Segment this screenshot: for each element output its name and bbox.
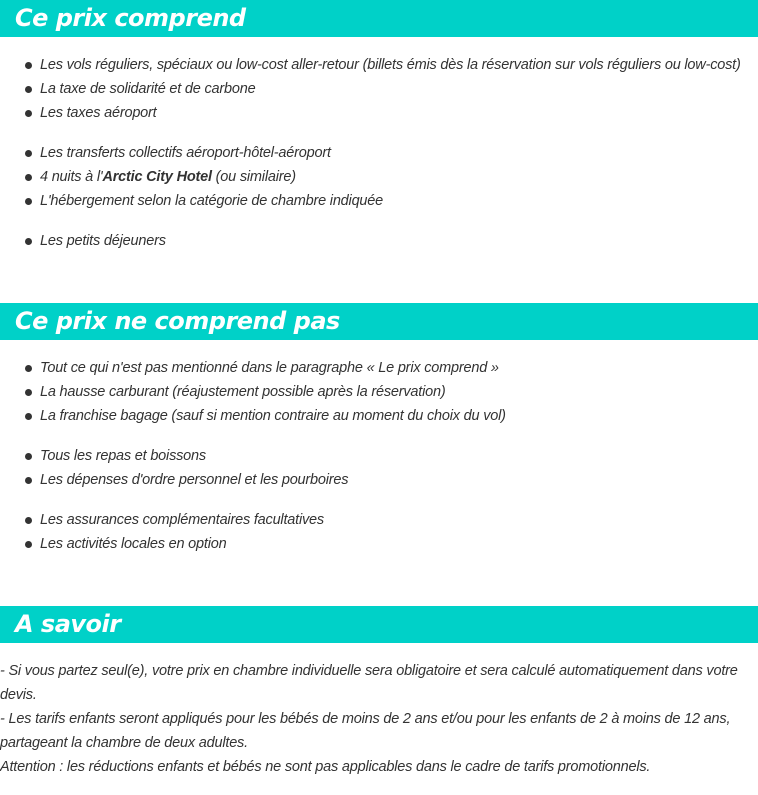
list-item	[0, 444, 758, 468]
list-item-text: Les taxes aéroport	[40, 105, 157, 121]
section-title: Ce prix comprend	[15, 4, 246, 32]
list-item	[0, 508, 758, 532]
info-line: - Si vous partez seul(e), votre prix en chambre individuelle sera obligatoire et sera calculé automatiquement dans votre	[0, 663, 738, 679]
section-header-included	[0, 0, 758, 37]
bullet-icon	[25, 174, 32, 181]
list-item-text: 4 nuits à l'Arctic City Hotel (ou similaire)	[40, 169, 296, 185]
list-item-text: La franchise bagage (sauf si mention contraire au moment du choix du vol)	[40, 408, 506, 424]
list-item	[0, 380, 758, 404]
bullet-icon	[25, 517, 32, 524]
bullet-icon	[25, 86, 32, 93]
list-item-text: Les assurances complémentaires facultatives	[40, 512, 324, 528]
list-item-text: La hausse carburant (réajustement possible après la réservation)	[40, 384, 446, 400]
bullet-icon	[25, 365, 32, 372]
list-item-text: Les petits déjeuners	[40, 233, 166, 249]
info-line: - Les tarifs enfants seront appliqués pour les bébés de moins de 2 ans et/ou pour les enfants de 2 à moins de 12 ans,	[0, 711, 731, 727]
bullet-icon	[25, 477, 32, 484]
list-item-text: La taxe de solidarité et de carbone	[40, 81, 256, 97]
list-item	[0, 141, 758, 165]
bullet-icon	[25, 413, 32, 420]
list-item	[0, 404, 758, 428]
info-line: Attention : les réductions enfants et bébés ne sont pas applicables dans le cadre de tarifs promotionnels.	[0, 759, 651, 775]
list-item-text: Tout ce qui n'est pas mentionné dans le paragraphe « Le prix comprend »	[40, 360, 499, 376]
list-item	[0, 77, 758, 101]
bullet-icon	[25, 150, 32, 157]
list-item	[0, 229, 758, 253]
section-header-good-to-know	[0, 606, 758, 643]
list-item	[0, 532, 758, 556]
section-title: A savoir	[15, 610, 121, 638]
list-item-text: Les transferts collectifs aéroport-hôtel-aéroport	[40, 145, 331, 161]
bullet-icon	[25, 389, 32, 396]
list-item	[0, 189, 758, 213]
bullet-icon	[25, 453, 32, 460]
list-item-text: Les dépenses d'ordre personnel et les pourboires	[40, 472, 349, 488]
list-item	[0, 356, 758, 380]
list-item	[0, 165, 758, 189]
bullet-icon	[25, 198, 32, 205]
section-header-not-included	[0, 303, 758, 340]
bullet-icon	[25, 110, 32, 117]
section-title: Ce prix ne comprend pas	[15, 307, 340, 335]
bullet-icon	[25, 238, 32, 245]
bullet-icon	[25, 62, 32, 69]
list-item-text: L'hébergement selon la catégorie de chambre indiquée	[40, 193, 384, 209]
info-line: partageant la chambre de deux adultes.	[0, 735, 248, 751]
list-item-text: Les activités locales en option	[40, 536, 227, 552]
info-line: devis.	[0, 687, 37, 703]
list-item	[0, 468, 758, 492]
list-item	[0, 53, 758, 77]
bullet-icon	[25, 541, 32, 548]
list-item-text: Tous les repas et boissons	[40, 448, 206, 464]
list-item-text: Les vols réguliers, spéciaux ou low-cost aller-retour (billets émis dès la réservation sur vols réguliers ou low-cost)	[40, 57, 741, 73]
list-item	[0, 101, 758, 125]
hotel-name: Arctic City Hotel	[102, 169, 212, 185]
